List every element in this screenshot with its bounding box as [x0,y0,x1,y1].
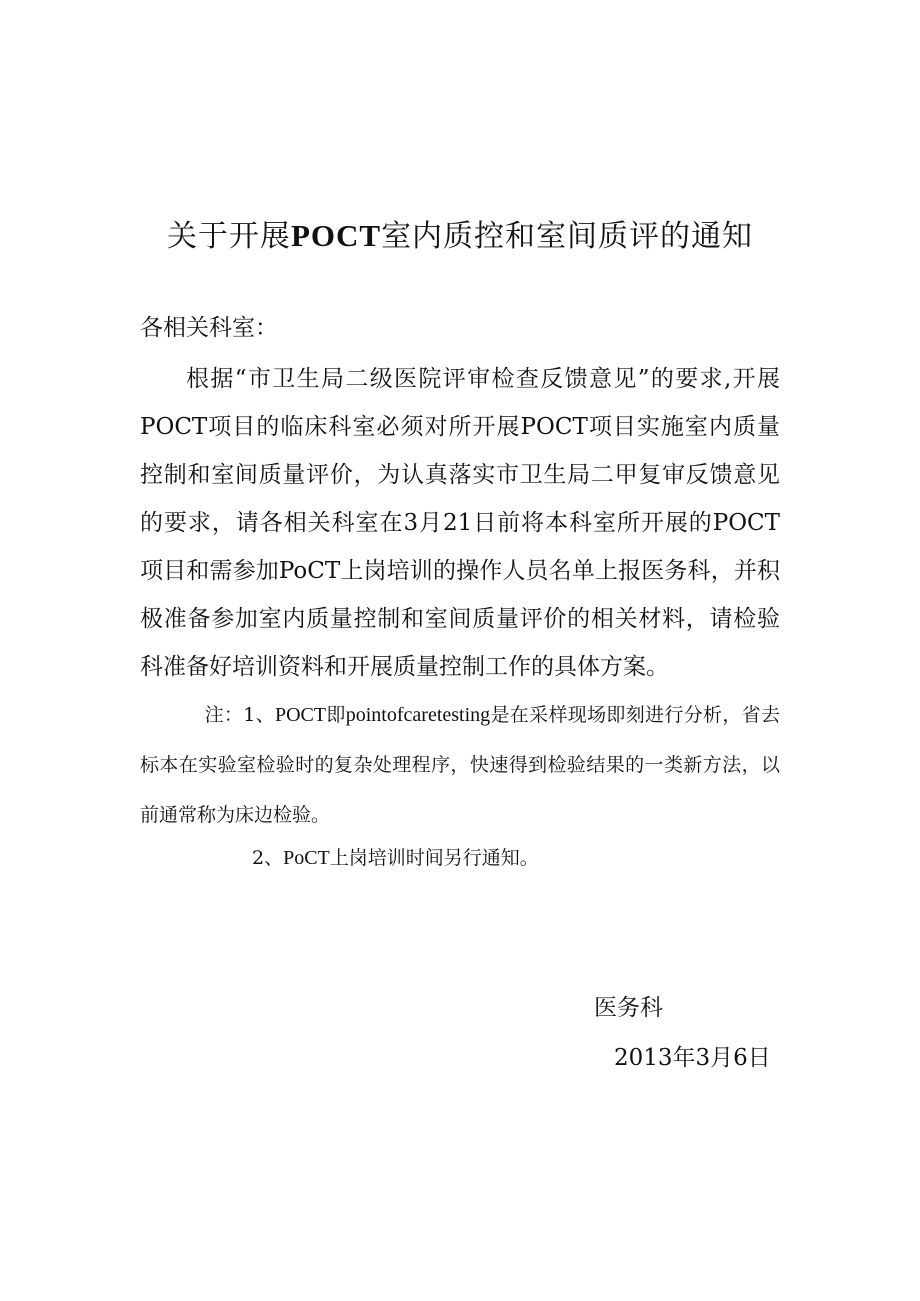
note-1-text: 是在采样现场即刻进行分析，省去标本在实验室检验时的复杂处理程序，快速得到检验结果的一类新方法，以前通常称为床边检验。 [140,704,780,826]
note-1-prefix: 注：1、 [204,704,275,726]
note-2-prefix: 2、 [252,847,284,869]
note-2 [252,840,539,876]
signature-department: 医务科 [594,995,663,1021]
note-1-mid: 即 [326,704,346,726]
title-acronym: POCT [290,218,382,253]
body-paragraph: 根据“市卫生局二级医院评审检查反馈意见”的要求,开展POCT项目的临床科室必须对所开展POCT项目实施室内质量控制和室间质量评价，为认真落实市卫生局二甲复审反馈意见的要求，请各相关科室在3月21日前将本科室所开展的POCT项目和需参加PoCT上岗培训的操作人员名单上报医务科，并积极准备参加室内质量控制和室间质量评价的相关材料，请检验科准备好培训资料和开展质量控制工作的具体方案。 [140,366,780,680]
note-1 [140,690,780,840]
note-1-term: POCT [274,704,327,726]
title-suffix: 室内质控和室间质评的通知 [381,219,754,254]
salutation: 各相关科室： [140,315,278,341]
document-title [0,214,920,259]
signature-date: 2013年3月6日 [614,1045,771,1071]
title-prefix: 关于开展 [166,219,291,254]
note-1-latin-term: pointofcaretesting [345,704,491,726]
note-2-text: 上岗培训时间另行通知。 [329,847,539,869]
note-2-term: PoCT [283,847,330,869]
